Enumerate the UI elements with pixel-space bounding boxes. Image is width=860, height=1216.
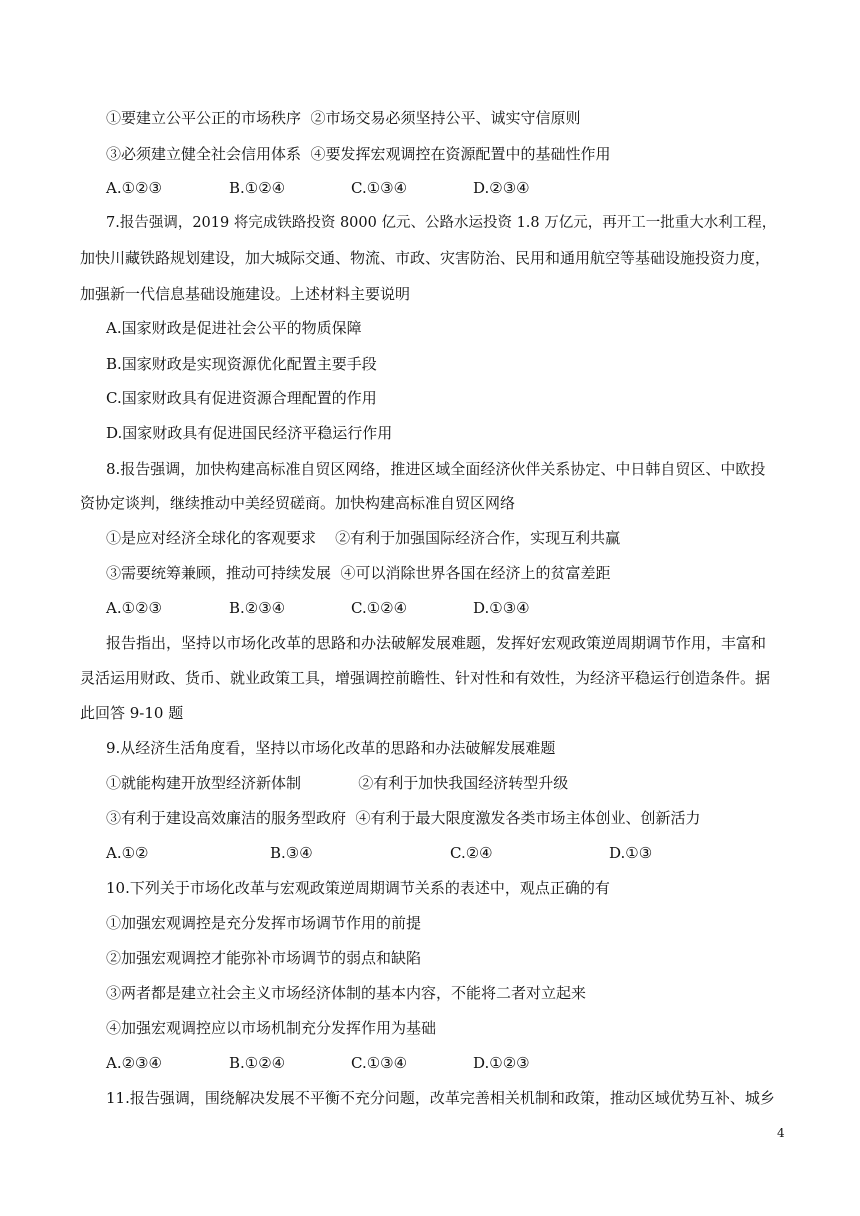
q8-option-a: A.①②③ [106,599,162,617]
q9-option-a: A.①② [106,844,149,862]
q11-stem: 11.报告强调，围绕解决发展不平衡不充分问题，改革完善相关机制和政策，推动区域优势互补、城乡 [106,1089,775,1107]
q9-option-c: C.②④ [450,844,493,862]
q8-option-d: D.①③④ [473,599,530,617]
q10-option-d: D.①②③ [473,1054,530,1072]
q7-stem-1: 7.报告强调，2019 将完成铁路投资 8000 亿元、公路水运投资 1.8 万亿元，再开工一批重大水利工程， [106,215,777,231]
material-intro-2: 灵活运用财政、货币、就业政策工具，增强调控前瞻性、针对性和有效性，为经济平稳运行创造条件。据 [80,669,771,687]
q9-statements-2: ③有利于建设高效廉洁的服务型政府 ④有利于最大限度激发各类市场主体创业、创新活力 [106,809,701,827]
q10-option-b: B.①②④ [229,1054,286,1072]
q8-statements-1: ①是应对经济全球化的客观要求 ②有利于加强国际经济合作，实现互利共赢 [106,529,621,547]
q6-option-b: B.①②④ [229,179,286,197]
q8-stem-2: 资协定谈判，继续推动中美经贸磋商。加快构建高标准自贸区网络 [80,494,516,512]
q7-option-d: D.国家财政具有促进国民经济平稳运行作用 [106,424,393,442]
q10-statement-4: ④加强宏观调控应以市场机制充分发挥作用为基础 [106,1019,437,1037]
q8-statements-2: ③需要统筹兼顾，推动可持续发展 ④可以消除世界各国在经济上的贫富差距 [106,564,611,582]
q7-option-c: C.国家财政具有促进资源合理配置的作用 [106,389,377,407]
q10-statement-2: ②加强宏观调控才能弥补市场调节的弱点和缺陷 [106,949,422,967]
q7-stem-2: 加快川藏铁路规划建设，加大城际交通、物流、市政、灾害防治、民用和通用航空等基础设施投资力度， [80,249,771,267]
q9-option-b: B.③④ [270,844,313,862]
q10-option-c: C.①③④ [351,1054,408,1072]
q10-stem: 10.下列关于市场化改革与宏观政策逆周期调节关系的表述中，观点正确的有 [106,879,610,897]
q7-option-a: A.国家财政是促进社会公平的物质保障 [106,319,362,337]
q6-option-c: C.①③④ [351,179,408,197]
q8-option-c: C.①②④ [351,599,408,617]
q6-statements-1: ①要建立公平公正的市场秩序 ②市场交易必须坚持公平、诚实守信原则 [106,109,581,127]
q7-option-b: B.国家财政是实现资源优化配置主要手段 [106,355,377,373]
q10-statement-3: ③两者都是建立社会主义市场经济体制的基本内容，不能将二者对立起来 [106,984,587,1002]
page-number: 4 [777,1126,785,1140]
q6-option-d: D.②③④ [473,179,530,197]
q7-stem-3: 加强新一代信息基础设施建设。上述材料主要说明 [80,285,411,303]
q9-option-d: D.①③ [609,844,653,862]
q8-stem-1: 8.报告强调，加快构建高标准自贸区网络，推进区域全面经济伙伴关系协定、中日韩自贸区、中欧投 [106,460,766,478]
material-intro-3: 此回答 9-10 题 [80,704,184,722]
q10-statement-1: ①加强宏观调控是充分发挥市场调节作用的前提 [106,914,422,932]
q9-statements-1: ①就能构建开放型经济新体制 ②有利于加快我国经济转型升级 [106,774,569,792]
q9-stem: 9.从经济生活角度看，坚持以市场化改革的思路和办法破解发展难题 [106,739,556,757]
q8-option-b: B.②③④ [229,599,286,617]
q6-option-a: A.①②③ [106,179,162,197]
material-intro-1: 报告指出，坚持以市场化改革的思路和办法破解发展难题，发挥好宏观政策逆周期调节作用，丰富和 [106,634,767,652]
q10-option-a: A.②③④ [106,1054,162,1072]
q6-statements-2: ③必须建立健全社会信用体系 ④要发挥宏观调控在资源配置中的基础性作用 [106,145,611,163]
